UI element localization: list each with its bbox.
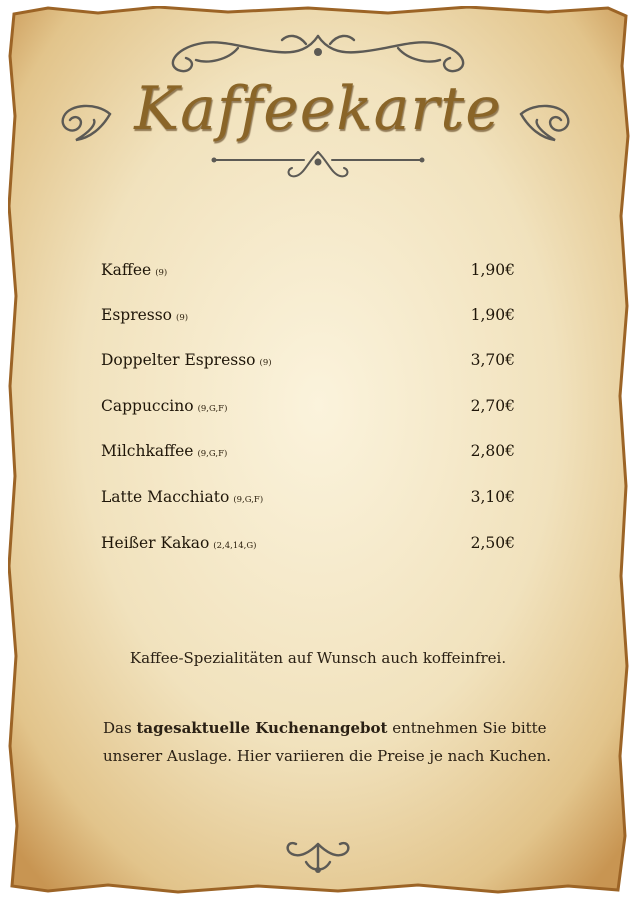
menu-item-price: 2,80€ xyxy=(470,442,515,460)
allergen-codes: (2,4,14,G) xyxy=(213,541,257,551)
menu-item-name: Milchkaffee (9,G,F) xyxy=(101,442,228,460)
cake-highlight: tagesaktuelle Kuchenangebot xyxy=(136,719,388,737)
allergen-codes: (9) xyxy=(176,313,189,323)
menu-item-name: Doppelter Espresso (9) xyxy=(101,351,272,369)
menu-item-name: Cappuccino (9,G,F) xyxy=(101,397,228,415)
menu-item-name: Espresso (9) xyxy=(101,306,189,324)
allergen-codes: (9) xyxy=(259,358,272,368)
menu-item-price: 2,50€ xyxy=(470,534,515,552)
decaf-note: Kaffee-Spezialitäten auf Wunsch auch koffeinfrei. xyxy=(129,649,507,667)
menu-item-price: 3,70€ xyxy=(470,351,515,369)
scroll-ornament-icon xyxy=(138,30,498,76)
scroll-ornament-icon xyxy=(282,838,354,878)
menu-item-price: 3,10€ xyxy=(470,488,515,506)
allergen-codes: (9,G,F) xyxy=(197,404,228,414)
page-title: Kaffeekarte xyxy=(134,74,502,144)
menu-item-name: Heißer Kakao (2,4,14,G) xyxy=(101,534,257,552)
cake-note: Das tagesaktuelle Kuchenangebot entnehmen Sie bitte unserer Auslage. Hier variieren die Preise je nach Kuchen. xyxy=(103,719,552,765)
menu-item-price: 1,90€ xyxy=(470,261,515,279)
allergen-codes: (9,G,F) xyxy=(197,449,228,459)
menu-item-price: 1,90€ xyxy=(470,306,515,324)
allergen-codes: (9) xyxy=(155,268,168,278)
menu-item-name: Latte Macchiato (9,G,F) xyxy=(101,488,264,506)
menu-item-price: 2,70€ xyxy=(470,397,515,415)
menu-item-name: Kaffee (9) xyxy=(101,261,168,279)
flourish-divider-icon xyxy=(208,148,428,180)
allergen-codes: (9,G,F) xyxy=(233,495,264,505)
